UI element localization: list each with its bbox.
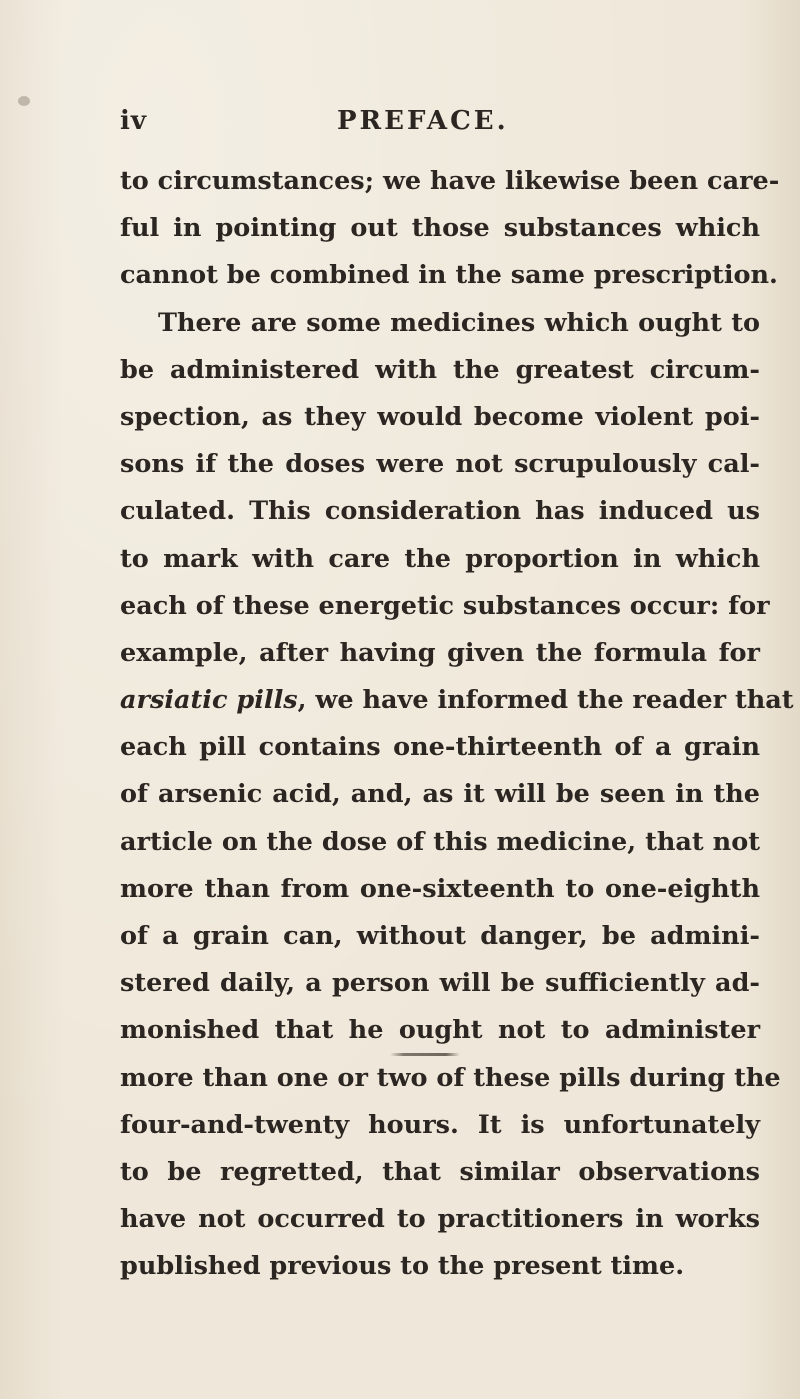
text-line bbox=[120, 1007, 760, 1054]
text-line bbox=[120, 771, 760, 818]
text-segment: cannot be combined in the same prescription. bbox=[120, 260, 778, 291]
text-segment: to be regretted, that similar observations bbox=[120, 1156, 760, 1187]
text-segment: There are some medicines which ought to bbox=[158, 307, 760, 338]
text-line bbox=[120, 1196, 760, 1243]
text-segment: published previous to the present time. bbox=[120, 1251, 685, 1282]
text-line bbox=[120, 724, 760, 771]
text-line bbox=[120, 1243, 760, 1290]
text-segment: to circumstances; we have likewise been care- bbox=[120, 166, 780, 196]
text-line bbox=[120, 394, 760, 441]
text-segment: have not occurred to practitioners in works bbox=[120, 1204, 760, 1235]
text-line bbox=[120, 1149, 760, 1196]
text-segment: ful in pointing out those substances which bbox=[120, 213, 760, 244]
page-header bbox=[0, 106, 800, 146]
text-segment: of arsenic acid, and, as it will be seen in the bbox=[120, 779, 760, 810]
text-line bbox=[120, 677, 794, 724]
page-number: iv bbox=[120, 106, 147, 136]
text-segment: to mark with care the proportion in which bbox=[120, 543, 760, 574]
text-line bbox=[120, 1055, 781, 1102]
text-segment: spection, as they would become violent poi- bbox=[120, 401, 760, 432]
text-segment: be administered with the greatest circum- bbox=[120, 354, 760, 385]
text-line bbox=[120, 583, 770, 630]
text-segment: culated. This consideration has induced us bbox=[120, 496, 760, 527]
running-head: PREFACE. bbox=[337, 106, 509, 136]
text-segment: stered daily, a person will be sufficiently ad- bbox=[120, 968, 760, 999]
text-segment: article on the dose of this medicine, that not bbox=[120, 826, 760, 857]
text-line bbox=[120, 913, 760, 960]
text-segment: each of these energetic substances occur: for bbox=[120, 590, 770, 621]
text-line bbox=[120, 1102, 760, 1149]
text-line bbox=[120, 960, 760, 1007]
text-segment: more than from one-sixteenth to one-eighth bbox=[120, 873, 760, 904]
text-line bbox=[120, 441, 760, 488]
text-line bbox=[120, 488, 760, 535]
end-ornament-rule bbox=[390, 1053, 460, 1056]
text-segment: sons if the doses were not scrupulously cal- bbox=[120, 449, 760, 480]
preface-paragraph bbox=[120, 158, 794, 1291]
text-line bbox=[120, 158, 780, 205]
text-segment: four-and-twenty hours. It is unfortunately bbox=[120, 1109, 760, 1140]
text-segment: more than one or two of these pills during the bbox=[120, 1062, 781, 1093]
text-segment: of a grain can, without danger, be admini- bbox=[120, 921, 760, 951]
text-line bbox=[120, 252, 778, 299]
text-segment: monished that he ought not to administer bbox=[120, 1015, 760, 1046]
italic-text-segment: arsiatic pills bbox=[120, 685, 298, 716]
text-line bbox=[120, 536, 760, 583]
text-line bbox=[120, 347, 760, 394]
text-line bbox=[120, 866, 760, 913]
text-line bbox=[120, 300, 760, 347]
text-segment: , we have informed the reader that bbox=[297, 685, 794, 716]
text-segment: example, after having given the formula for bbox=[120, 637, 760, 668]
text-line bbox=[120, 205, 760, 252]
text-line bbox=[120, 630, 760, 677]
text-line bbox=[120, 819, 760, 866]
text-segment: each pill contains one-thirteenth of a grain bbox=[120, 732, 760, 763]
page-edge-stain bbox=[18, 96, 30, 106]
